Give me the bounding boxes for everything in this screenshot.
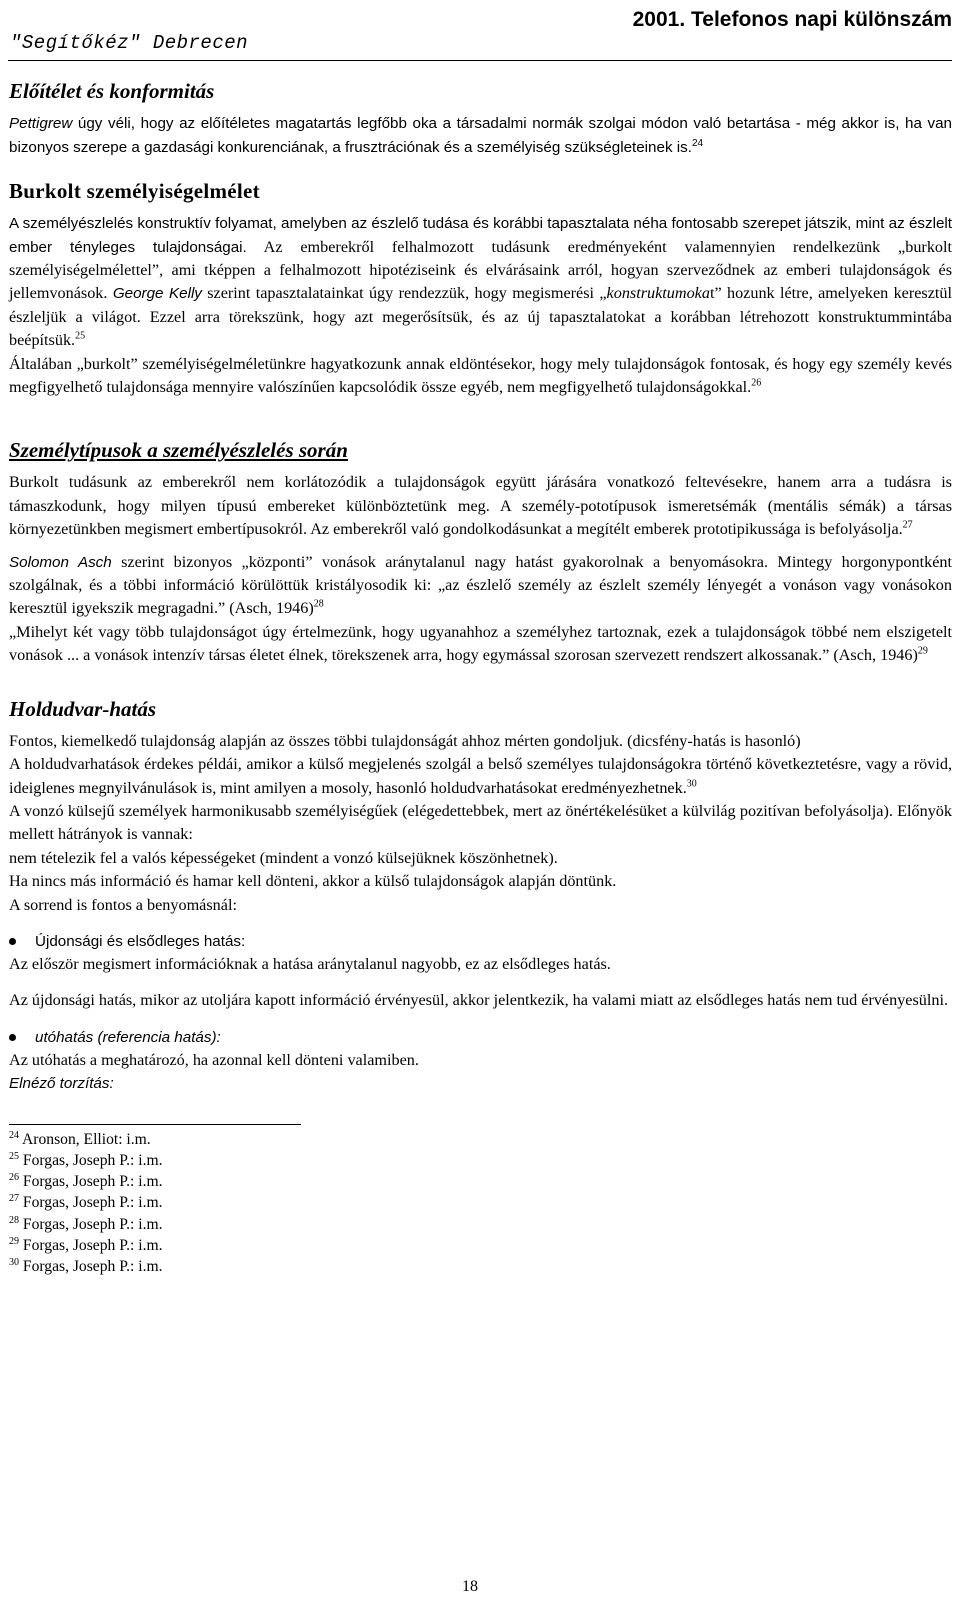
footnote-ref: 28 [313,599,324,611]
footnote [9,1235,952,1256]
footnote-text: Forgas, Joseph P.: i.m. [19,1151,163,1169]
author-name: George Kelly [112,285,202,303]
footnote-number: 26 [9,1171,19,1183]
footnote-number: 25 [9,1150,19,1162]
bullet-item-primacy [9,930,952,953]
bullet-icon [9,938,16,945]
paragraph-asch-quote [9,621,952,668]
author-name: Pettigrew [9,115,73,132]
page-body [9,78,952,1278]
paragraph-text: szerint bizonyos „központi” vonások aránytalanul nagy hatást gyakorolnak a benyomásokra. Mintegy horgonypontként szolgálnak, és a többi információ körülöttük kristályosodik ki: „az észlelő személy az észlelt személy lényegét a vonáson vagy vonásokon keresztül igyekszik megragadni.” (Asch, 1946) [9,552,952,618]
footnotes-list [9,1129,952,1278]
paragraph-attractive-people: A vonzó külsejű személyek harmonikusabb személyiségűek (elégedettebbek, mert az önértékelésüket a külvilág pozitívan befolyásolja). Előnyök mellett hátrányok is vannak: [9,801,952,844]
paragraph-aftereffect: Az utóhatás a meghatározó, ha azonnal kell dönteni valamiben. [9,1050,419,1069]
paragraph-text: „Mihelyt két vagy több tulajdonságot úgy értelmezünk, hogy ugyanahhoz a személyhez tartoznak, ezek a tulajdonságok többé nem elszigetelt vonások ... a vonások intenzív társas életet élnek, törekszenek arra, hogy egymással szorosan szervezett rendszert alkossanak.” (Asch, 1946) [9,622,952,665]
footnote-number: 30 [9,1257,19,1269]
bullet-text: Újdonsági és elsődleges hatás: [35,932,246,950]
footnote-ref: 24 [691,137,704,149]
paragraph-primacy: Az először megismert információknak a hatása aránytalanul nagyobb, ez az elsődleges hatás. [9,954,611,973]
paragraph-text: t” hozunk létre, amelyeken keresztül észleljük a világot. Ezzel arra törekszünk, hogy azt megerősítsük, és az új tapasztalatokat a korábban létrehozott konstruktummintába beépítsük. [9,284,953,350]
footnote-number: 24 [9,1129,19,1141]
page-header [8,4,952,61]
heading-prejudice-conformity: Előítélet és konformitás [9,79,215,103]
footnote-text: Forgas, Joseph P.: i.m. [19,1194,163,1212]
paragraph-text: szerint tapasztalatainkat úgy rendezzük, hogy megismerési „ [201,284,607,303]
paragraph-lenient-bias: Elnéző torzítás: [9,1075,114,1093]
header-organization: "Segítőkéz" Debrecen [10,32,249,54]
heading-person-types: Személytípusok a személyészlelés során [9,438,348,463]
paragraph-disadvantages: nem tételezik fel a valós képességeket (mindent a vonzó külsejüknek köszönhetnek). [9,848,558,867]
footnote-ref: 29 [917,645,928,657]
paragraph-prototypes [9,471,952,541]
footnote [9,1171,952,1192]
footnote-ref: 26 [751,377,762,389]
heading-halo-effect: Holdudvar-hatás [9,696,157,721]
paragraph-decision: Ha nincs más információ és hamar kell dönteni, akkor a külső tulajdonságok alapján döntünk. [9,872,617,891]
paragraph-text: A személyészlelés konstruktív folyamat, amelyben az észlelő tudása és korábbi tapasztalata néha fontosabb szerepet játszik, mint az észlelt ember tényleges tulajdonságai. [9,215,952,256]
footnote-text: Forgas, Joseph P.: i.m. [19,1258,163,1276]
paragraph-general [9,353,952,400]
header-issue-title: 2001. Telefonos napi különszám [632,8,952,31]
footnote-number: 29 [9,1235,19,1247]
bullet-item-aftereffect [9,1026,952,1049]
paragraph-text: Általában „burkolt” személyiségelméletünkre hagyatkozunk annak eldöntésekor, hogy mely tulajdonságok fontosak, és hogy egy személy kevés megfigyelhető tulajdonsága mennyire valószínűen kapcsolódik össze egyéb, nem megfigyelhető tulajdonságokkal. [9,354,952,397]
footnote-number: 27 [9,1193,19,1205]
footnote [9,1256,952,1277]
paragraph-halo-examples [9,753,952,800]
paragraph-implicit-theory [9,212,952,352]
paragraph-pettigrew [9,112,952,159]
italic-term: konstruktumoka [606,284,710,303]
footnote-text: Aronson, Elliot: i.m. [19,1130,151,1148]
footnote [9,1129,952,1150]
footnote-text: Forgas, Joseph P.: i.m. [19,1215,163,1233]
paragraph-asch-central-traits [9,551,952,621]
author-name: Solomon Asch [9,553,112,571]
footnote-text: Forgas, Joseph P.: i.m. [19,1237,163,1255]
footnote-number: 28 [9,1214,19,1226]
bullet-text: utóhatás (referencia hatás): [35,1028,221,1046]
paragraph-text: A holdudvarhatások érdekes példái, amikor a külső megjelenés szolgál a belső személyes tulajdonságokra történő következtetésre, vagy a rövid, ideiglenes megnyilvánulások is, mint amilyen a mosoly, hasonló holdudvarhatásokat eredményezhetnek. [9,755,952,797]
bullet-icon [9,1034,16,1041]
page-number: 18 [462,1578,478,1595]
paragraph-recency: Az újdonsági hatás, mikor az utoljára kapott információ érvényesül, akkor jelentkezik, ha valami miatt az elsődleges hatás nem tud érvényesülni. [9,991,949,1010]
paragraph-text: Burkolt tudásunk az emberekről nem korlátozódik a tulajdonságok együtt járására vonatkozó feltevésekre, hanem arra a tudásra is támaszkodunk, hogy milyen típusú embereket különböztetünk meg. A személy-pototípusok ismeretsémák (mentális sémák) a társas környezetünkben megismert embertípusokról. Az emberekről való gondolkodásunkat a megítélt emberek prototipikussága is befolyásolja. [9,473,952,539]
footnote-ref: 30 [686,778,697,790]
heading-implicit-personality-theory: Burkolt személyiségelmélet [9,179,260,204]
paragraph-text: úgy véli, hogy az előítéletes magatartás legfőbb oka a társadalmi normák szolgai módon való betartása - még akkor is, ha van bizonyos szerepe a gazdasági konkurenciának, a frusztrációnak és a személyiség szükségleteinek is. [9,115,952,156]
paragraph-halo-definition: Fontos, kiemelkedő tulajdonság alapján az összes többi tulajdonságát ahhoz mérten gondoljuk. (dicsfény-hatás is hasonló) [9,731,801,750]
footnote [9,1192,952,1213]
paragraph-text: Az emberekről felhalmozott tudásunk eredményeként valamennyien rendelkezünk „burkolt személyiségelmélettel”, ami tképpen a felhalmozott hipotéziseink és elvárásaink arról, hogyan szerveződnek az emberi tulajdonságok és jellemvonások. [9,237,952,303]
footnote [9,1150,952,1171]
footnote-ref: 25 [75,330,86,342]
footnote-text: Forgas, Joseph P.: i.m. [19,1173,163,1191]
footnote-ref: 27 [902,519,913,531]
footnote-separator [9,1124,301,1125]
footnote [9,1214,952,1235]
paragraph-order: A sorrend is fontos a benyomásnál: [9,895,237,914]
